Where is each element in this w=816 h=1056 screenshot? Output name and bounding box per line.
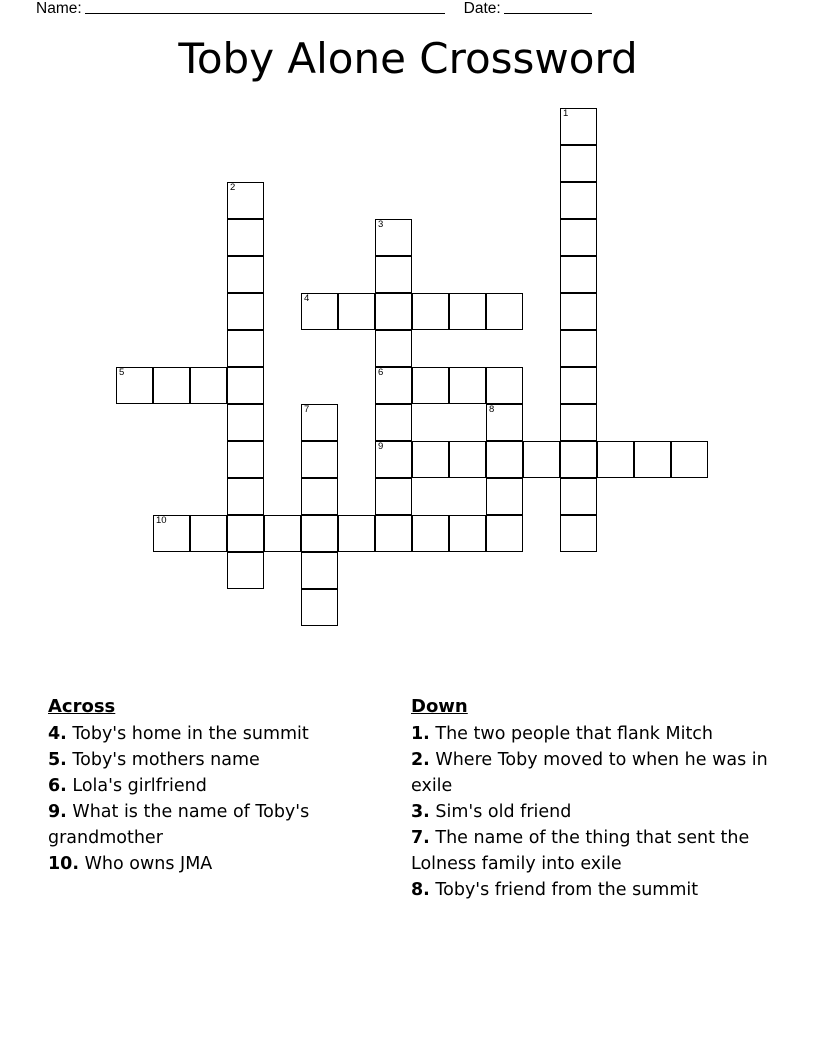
grid-cell[interactable]	[560, 478, 597, 515]
grid-cell[interactable]	[486, 441, 523, 478]
clue-number: 6.	[48, 776, 67, 796]
clue-down-7	[411, 825, 771, 877]
clue-text: Toby's mothers name	[72, 750, 260, 770]
grid-cell[interactable]	[190, 367, 227, 404]
clue-across-9	[48, 799, 378, 851]
page-title: Toby Alone Crossword	[178, 34, 638, 83]
date-label: Date:	[463, 0, 501, 17]
crossword-grid	[0, 100, 816, 640]
grid-cell[interactable]	[153, 367, 190, 404]
grid-cell[interactable]	[301, 552, 338, 589]
clue-text: The name of the thing that sent the Lolness family into exile	[411, 828, 750, 874]
grid-cell[interactable]	[227, 404, 264, 441]
grid-cell[interactable]	[449, 441, 486, 478]
grid-cell[interactable]	[375, 293, 412, 330]
clue-across-4	[48, 721, 378, 747]
clue-number: 1.	[411, 724, 430, 744]
name-label: Name:	[36, 0, 82, 17]
grid-cell[interactable]	[153, 515, 190, 552]
grid-cell[interactable]	[449, 293, 486, 330]
grid-cell[interactable]	[264, 515, 301, 552]
across-clues-column	[48, 694, 378, 877]
grid-cell[interactable]	[560, 182, 597, 219]
grid-cell[interactable]	[560, 404, 597, 441]
grid-cell[interactable]	[560, 330, 597, 367]
grid-cell[interactable]	[338, 515, 375, 552]
cell-number: 8	[489, 404, 495, 415]
clue-text: Toby's friend from the summit	[435, 880, 699, 900]
grid-cell[interactable]	[375, 219, 412, 256]
date-blank-line[interactable]	[504, 0, 592, 14]
cell-number: 1	[563, 108, 569, 119]
grid-cell[interactable]	[486, 478, 523, 515]
grid-cell[interactable]	[486, 367, 523, 404]
grid-cell[interactable]	[227, 219, 264, 256]
grid-cell[interactable]	[486, 515, 523, 552]
clue-text: Who owns JMA	[84, 854, 213, 874]
clues-section	[0, 694, 816, 994]
clue-number: 3.	[411, 802, 430, 822]
clue-text: Toby's home in the summit	[72, 724, 309, 744]
grid-cell[interactable]	[560, 515, 597, 552]
clue-number: 9.	[48, 802, 67, 822]
grid-cell[interactable]	[227, 330, 264, 367]
name-date-line	[36, 0, 780, 26]
grid-cell[interactable]	[597, 441, 634, 478]
grid-cell[interactable]	[227, 552, 264, 589]
clue-down-8	[411, 877, 771, 903]
cell-number: 2	[230, 182, 236, 193]
grid-cell[interactable]	[375, 367, 412, 404]
grid-cell[interactable]	[560, 145, 597, 182]
cell-number: 5	[119, 367, 125, 378]
clue-number: 8.	[411, 880, 430, 900]
grid-cell[interactable]	[560, 441, 597, 478]
grid-cell[interactable]	[227, 293, 264, 330]
grid-cell[interactable]	[560, 367, 597, 404]
grid-cell[interactable]	[486, 293, 523, 330]
grid-cell[interactable]	[560, 219, 597, 256]
grid-cell[interactable]	[412, 441, 449, 478]
clue-across-6	[48, 773, 378, 799]
grid-cell[interactable]	[671, 441, 708, 478]
grid-cell[interactable]	[523, 441, 560, 478]
grid-cell[interactable]	[375, 515, 412, 552]
grid-cell[interactable]	[301, 478, 338, 515]
clue-number: 7.	[411, 828, 430, 848]
clue-down-2	[411, 747, 771, 799]
clue-number: 5.	[48, 750, 67, 770]
grid-cell[interactable]	[560, 108, 597, 145]
grid-cell[interactable]	[449, 515, 486, 552]
clue-text: The two people that flank Mitch	[435, 724, 714, 744]
cell-number: 3	[378, 219, 384, 230]
grid-cell[interactable]	[301, 589, 338, 626]
grid-cell[interactable]	[227, 256, 264, 293]
grid-cell[interactable]	[227, 367, 264, 404]
across-heading: Across	[48, 696, 116, 717]
grid-cell[interactable]	[375, 478, 412, 515]
grid-cell[interactable]	[412, 293, 449, 330]
grid-cell[interactable]	[301, 293, 338, 330]
grid-cell[interactable]	[375, 330, 412, 367]
cell-number: 10	[156, 515, 167, 526]
grid-cell[interactable]	[375, 404, 412, 441]
grid-cell[interactable]	[116, 367, 153, 404]
name-blank-line[interactable]	[85, 0, 445, 14]
clue-text: Lola's girlfriend	[72, 776, 207, 796]
grid-cell[interactable]	[486, 404, 523, 441]
grid-cell[interactable]	[301, 515, 338, 552]
clue-across-10	[48, 851, 378, 877]
clue-down-1	[411, 721, 771, 747]
grid-cell[interactable]	[375, 256, 412, 293]
clue-text: What is the name of Toby's grandmother	[48, 802, 310, 848]
grid-cell[interactable]	[227, 182, 264, 219]
clue-text: Sim's old friend	[435, 802, 572, 822]
grid-cell[interactable]	[227, 515, 264, 552]
grid-cell[interactable]	[560, 256, 597, 293]
grid-cell[interactable]	[560, 293, 597, 330]
down-clues-column	[411, 694, 771, 903]
grid-cell[interactable]	[301, 441, 338, 478]
grid-cell[interactable]	[301, 404, 338, 441]
grid-cell[interactable]	[634, 441, 671, 478]
grid-cell[interactable]	[227, 441, 264, 478]
grid-cell[interactable]	[227, 478, 264, 515]
clue-number: 2.	[411, 750, 430, 770]
clue-down-3	[411, 799, 771, 825]
grid-cell[interactable]	[412, 515, 449, 552]
clue-number: 4.	[48, 724, 67, 744]
clue-across-5	[48, 747, 378, 773]
cell-number: 6	[378, 367, 384, 378]
grid-cell[interactable]	[412, 367, 449, 404]
grid-cell[interactable]	[375, 441, 412, 478]
cell-number: 4	[304, 293, 310, 304]
grid-cell[interactable]	[449, 367, 486, 404]
clue-number: 10.	[48, 854, 80, 874]
cell-number: 7	[304, 404, 310, 415]
clue-text: Where Toby moved to when he was in exile	[411, 750, 768, 796]
cell-number: 9	[378, 441, 384, 452]
grid-cell[interactable]	[190, 515, 227, 552]
down-heading: Down	[411, 696, 468, 717]
grid-cell[interactable]	[338, 293, 375, 330]
